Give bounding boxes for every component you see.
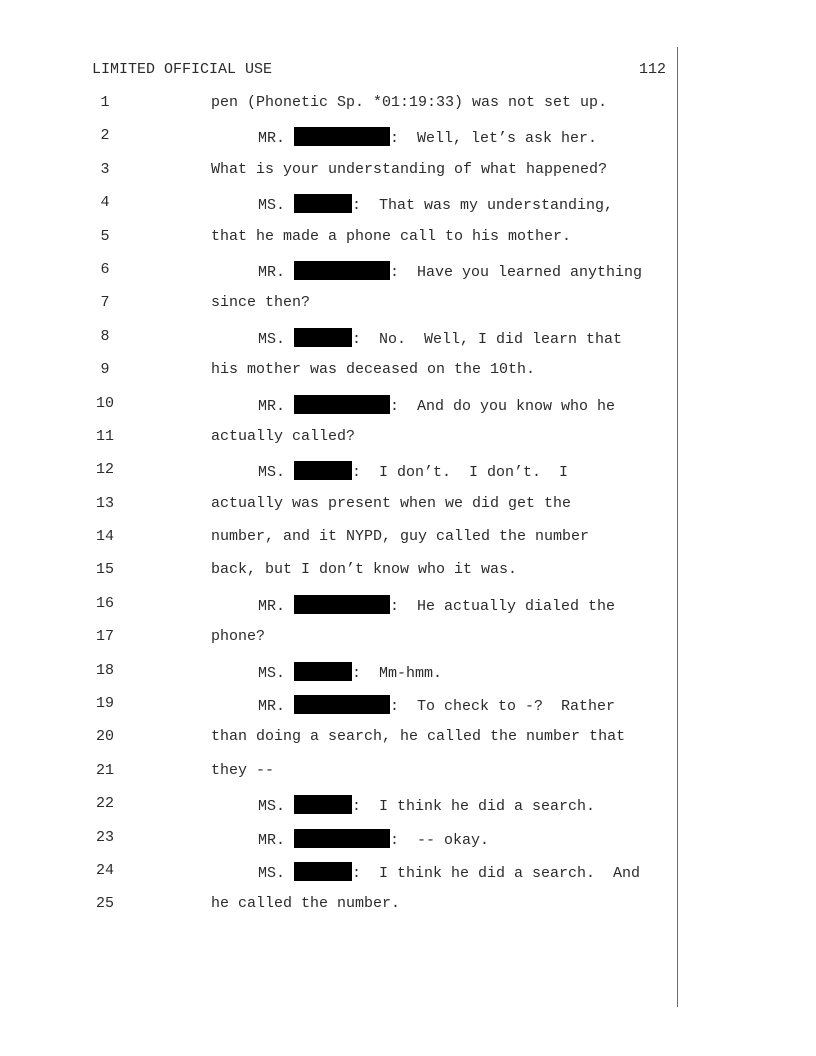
speaker-title: MR. [258,698,286,716]
line-content: : Have you learned anything [390,263,643,281]
line-content: than doing a search, he called the number that [211,728,626,746]
transcript-line [0,361,816,394]
line-number: 5 [100,227,110,245]
line-text [211,161,607,178]
speaker-title: MR. [258,831,286,849]
transcript-line [0,829,816,862]
transcript-line [0,261,816,294]
line-number: 10 [95,394,114,412]
speaker-title: MR. [258,263,286,281]
line-content: : And do you know who he [390,397,616,415]
speaker-title: MR. [258,397,286,415]
line-number: 8 [100,327,110,345]
redaction-block [294,662,352,681]
line-content: : I think he did a search. [352,798,596,816]
line-text [258,328,622,348]
transcript-line [0,194,816,227]
speaker-title: MS. [258,197,286,215]
redaction-block [294,395,390,414]
line-text [211,294,310,311]
transcript-line [0,762,816,795]
line-text [258,395,615,415]
line-text [211,628,265,645]
line-content: : That was my understanding, [352,197,614,215]
line-content: since then? [211,294,311,312]
line-content: What is your understanding of what happened? [211,160,608,178]
transcript-line [0,528,816,561]
transcript-line [0,461,816,494]
line-text [258,829,489,849]
line-text [211,495,571,512]
line-number: 1 [100,94,110,111]
line-number: 19 [95,695,114,713]
speaker-title: MS. [258,330,286,348]
line-text [211,228,571,245]
speaker-title: MS. [258,464,286,482]
speaker-title: MS. [258,864,286,882]
line-number: 7 [100,294,110,312]
line-text [258,127,597,147]
transcript-line [0,127,816,160]
line-content: pen (Phonetic Sp. *01:19:33) was not set up. [211,94,608,111]
transcript-line [0,395,816,428]
line-text [211,528,589,545]
line-text [211,361,535,378]
line-number: 14 [95,528,114,546]
line-text [211,94,607,111]
line-number: 13 [95,494,114,512]
redaction-block [294,695,390,714]
line-number: 4 [100,194,110,212]
line-number: 17 [95,628,114,646]
line-text [258,461,568,481]
transcript-line [0,94,816,127]
transcript-line [0,328,816,361]
redaction-block [294,461,352,480]
transcript-line [0,695,816,728]
redaction-block [294,194,352,213]
transcript-line [0,428,816,461]
speaker-title: MS. [258,798,286,816]
line-content: : To check to -? Rather [390,698,616,716]
transcript-line [0,495,816,528]
redaction-block [294,595,390,614]
line-text [258,261,642,281]
line-text [211,895,400,912]
redaction-block [294,328,352,347]
line-text [258,662,442,682]
line-content: : No. Well, I did learn that [352,330,623,348]
line-content: : -- okay. [390,831,490,849]
line-number: 18 [95,661,114,679]
redaction-block [294,261,390,280]
line-text [211,561,517,578]
line-content: they -- [211,761,275,779]
line-content: : Well, let’s ask her. [390,130,598,148]
line-number: 9 [100,361,110,379]
transcript-line [0,662,816,695]
line-number: 25 [95,895,114,913]
transcript-line [0,294,816,327]
line-content: : I think he did a search. And [352,864,641,882]
line-content: that he made a phone call to his mother. [211,227,572,245]
line-content: : He actually dialed the [390,597,616,615]
line-text [258,795,595,815]
speaker-title: MR. [258,130,286,148]
redaction-block [294,795,352,814]
line-content: phone? [211,628,266,646]
line-number: 3 [100,160,110,178]
line-text [258,862,640,882]
page-number: 112 [638,61,666,78]
transcript-line [0,728,816,761]
transcript-line [0,795,816,828]
classification-header: LIMITED OFFICIAL USE [92,61,273,78]
speaker-title: MR. [258,597,286,615]
line-content: back, but I don’t know who it was. [211,561,518,579]
line-number: 24 [95,861,114,879]
transcript-lines [0,94,816,929]
line-content: actually called? [211,427,356,445]
line-number: 12 [95,461,114,479]
transcript-line [0,161,816,194]
line-text [211,728,625,745]
line-text [258,595,615,615]
line-content: actually was present when we did get the [211,494,572,512]
transcript-line [0,595,816,628]
transcript-line [0,561,816,594]
line-content: he called the number. [211,895,401,913]
line-number: 11 [95,427,114,445]
line-number: 6 [100,260,110,278]
line-number: 15 [95,561,114,579]
line-number: 20 [95,728,114,746]
line-number: 23 [95,828,114,846]
line-text [258,194,613,214]
line-content: his mother was deceased on the 10th. [211,361,536,379]
transcript-line [0,895,816,928]
transcript-line [0,862,816,895]
redaction-block [294,127,390,146]
line-number: 21 [95,761,114,779]
line-number: 2 [100,127,110,145]
speaker-title: MS. [258,664,286,682]
line-content: : I don’t. I don’t. I [352,464,569,482]
redaction-block [294,862,352,881]
redaction-block [294,829,390,848]
line-text [211,428,355,445]
transcript-line [0,228,816,261]
transcript-line [0,628,816,661]
line-content: number, and it NYPD, guy called the number [211,528,590,546]
line-content: : Mm-hmm. [352,664,443,682]
line-text [258,695,615,715]
line-text [211,762,274,779]
line-number: 16 [95,594,114,612]
line-number: 22 [95,795,114,813]
